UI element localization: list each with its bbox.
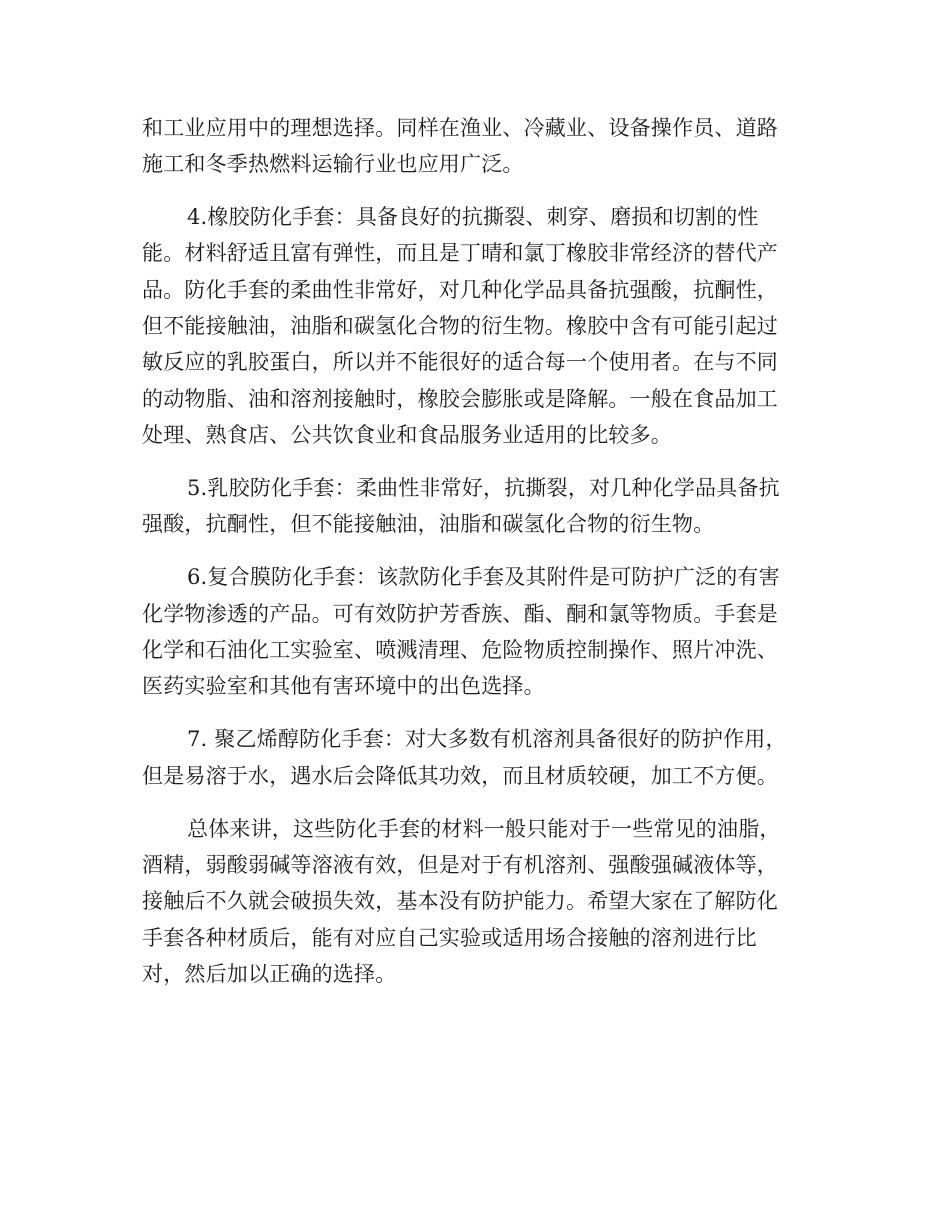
text-line: 但是易溶于水，遇水后会降低其功效，而且材质较硬，加工不方便。: [142, 764, 778, 788]
text-line: 5.乳胶防化手套：柔曲性非常好，抗撕裂，对几种化学品具备抗: [187, 476, 780, 500]
text-line: 敏反应的乳胶蛋白，所以并不能很好的适合每一个使用者。在与不同: [142, 350, 778, 374]
text-line: 但不能接触油，油脂和碳氢化合物的衍生物。橡胶中含有可能引起过: [142, 314, 778, 338]
text-line: 品。防化手套的柔曲性非常好，对几种化学品具备抗强酸，抗酮性，: [142, 278, 778, 302]
text-line: 处理、熟食店、公共饮食业和食品服务业适用的比较多。: [142, 423, 672, 447]
text-line: 和工业应用中的理想选择。同样在渔业、冷藏业、设备操作员、道路: [142, 116, 778, 140]
text-line: 6.复合膜防化手套：该款防化手套及其附件是可防护广泛的有害: [187, 565, 780, 589]
text-line: 对，然后加以正确的选择。: [142, 962, 397, 986]
text-line: 4.橡胶防化手套：具备良好的抗撕裂、刺穿、磨损和切割的性: [187, 205, 759, 229]
text-line: 酒精，弱酸弱碱等溶液有效，但是对于有机溶剂、强酸强碱液体等，: [142, 853, 778, 877]
text-line: 强酸，抗酮性，但不能接触油，油脂和碳氢化合物的衍生物。: [142, 512, 715, 536]
text-line: 施工和冬季热燃料运输行业也应用广泛。: [142, 152, 524, 176]
text-line: 化学和石油化工实验室、喷溅清理、危险物质控制操作、照片冲洗、: [142, 638, 778, 662]
text-line: 化学物渗透的产品。可有效防护芳香族、酯、酮和氯等物质。手套是: [142, 602, 778, 626]
text-line: 的动物脂、油和溶剂接触时，橡胶会膨胀或是降解。一般在食品加工: [142, 387, 778, 411]
text-line: 接触后不久就会破损失效，基本没有防护能力。希望大家在了解防化: [142, 889, 778, 913]
text-line: 能。材料舒适且富有弹性，而且是丁晴和氯丁橡胶非常经济的替代产: [142, 241, 778, 265]
text-line: 总体来讲，这些防化手套的材料一般只能对于一些常见的油脂，: [187, 817, 781, 841]
text-line: 手套各种材质后，能有对应自己实验或适用场合接触的溶剂进行比: [142, 926, 757, 950]
text-line: 医药实验室和其他有害环境中的出色选择。: [142, 674, 545, 698]
text-line: 7. 聚乙烯醇防化手套：对大多数有机溶剂具备很好的防护作用，: [187, 727, 787, 751]
